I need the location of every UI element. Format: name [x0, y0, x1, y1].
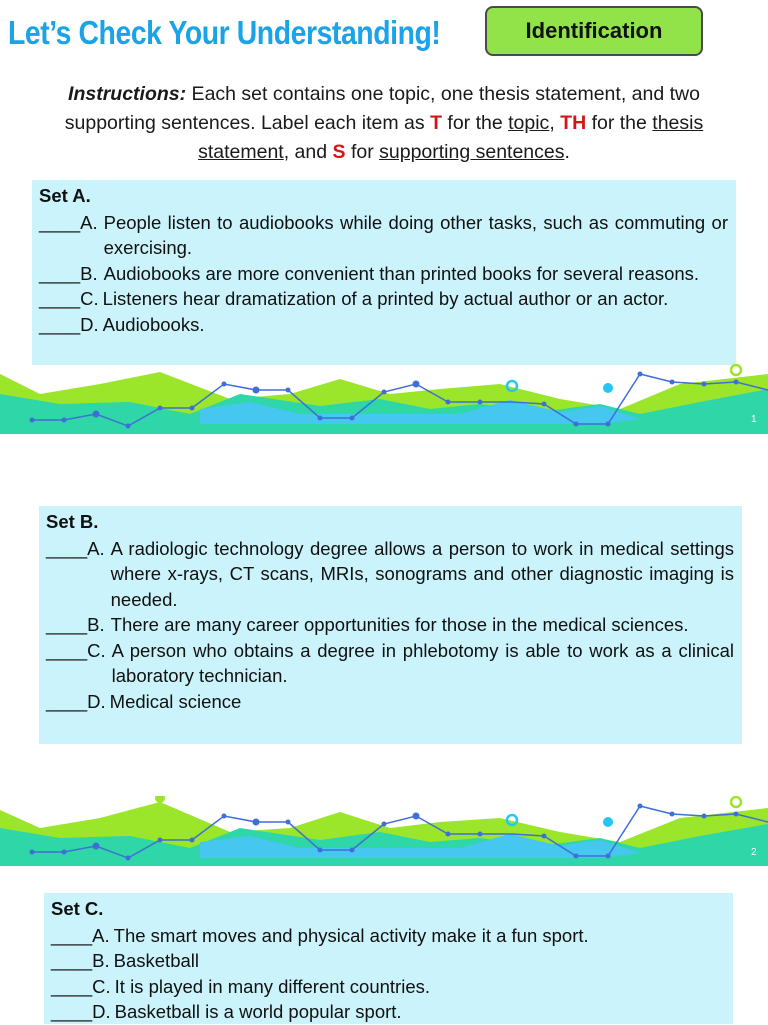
- answer-blank: ____B.: [39, 262, 98, 284]
- thesis-mark: TH: [560, 112, 587, 134]
- topic-mark: T: [430, 112, 442, 134]
- list-item: [46, 612, 734, 638]
- page-title: Let’s Check Your Understanding!: [8, 14, 441, 51]
- answer-blank: ____A.: [39, 211, 98, 233]
- instructions-text: ,: [549, 112, 561, 134]
- item-text: The smart moves and physical activity make it a fun sport.: [113, 924, 589, 946]
- instructions-text: Each set contains one topic, one thesis statement, and two supporting sentences. Label each item as: [64, 83, 700, 134]
- supporting-mark: S: [332, 141, 346, 163]
- page-number: 2: [751, 847, 757, 858]
- instructions-lead: Instructions:: [68, 83, 187, 105]
- list-item: [46, 638, 734, 689]
- instructions-text: for: [345, 141, 380, 163]
- topic-word: topic: [508, 112, 550, 134]
- set-heading: Set B.: [46, 511, 99, 532]
- set-heading: Set A.: [39, 185, 91, 206]
- answer-blank: ____A.: [51, 924, 110, 946]
- map-pin-icon: [731, 365, 741, 375]
- answer-blank: ____D.: [39, 313, 99, 335]
- item-text: Basketball is a world popular sport.: [114, 1001, 402, 1022]
- map-pin-icon: [731, 797, 741, 807]
- list-item: [39, 286, 728, 312]
- answer-blank: ____D.: [46, 690, 106, 712]
- list-item: [46, 536, 734, 613]
- answer-blank: ____C.: [39, 288, 99, 309]
- item-text: Audiobooks.: [102, 313, 205, 335]
- map-pin-icon: [603, 383, 613, 393]
- list-item: [51, 923, 725, 949]
- instructions-text: .: [564, 141, 570, 163]
- list-item: [51, 999, 725, 1025]
- answer-blank: ____D.: [51, 1001, 111, 1022]
- answer-blank: ____A.: [46, 537, 105, 559]
- set-b-box: [39, 506, 742, 744]
- answer-blank: ____B.: [46, 614, 105, 635]
- list-item: [39, 312, 728, 338]
- item-text: Audiobooks are more convenient than printed books for several reasons.: [103, 262, 700, 284]
- map-pin-icon: [603, 817, 613, 827]
- thesis-word: thesis statement: [198, 112, 704, 163]
- instructions-text: for the: [586, 112, 653, 134]
- set-c-box: [44, 893, 733, 1024]
- item-text: It is played in many different countries.: [114, 975, 431, 997]
- list-item: [51, 974, 725, 1000]
- set-a-box: [32, 180, 736, 365]
- item-text: Medical science: [109, 690, 242, 712]
- answer-blank: ____B.: [51, 950, 110, 971]
- identification-badge: Identification: [485, 6, 703, 56]
- instructions: [20, 80, 748, 167]
- item-text: Basketball: [113, 950, 199, 971]
- list-item: [39, 210, 728, 261]
- supporting-word: supporting sentences: [379, 141, 565, 163]
- instructions-text: for the: [441, 112, 509, 134]
- instructions-text: , and: [283, 141, 333, 163]
- map-pin-icon: [155, 796, 165, 803]
- item-text: A person who obtains a degree in phlebotomy is able to work as a clinical laboratory technician.: [111, 639, 734, 686]
- decorative-wave-band: [0, 364, 768, 434]
- page-number: 1: [751, 414, 757, 425]
- list-item: [39, 261, 728, 287]
- decorative-wave-band: [0, 796, 768, 866]
- item-text: A radiologic technology degree allows a person to work in medical settings where x-rays, CT scans, MRIs, sonograms and other diagnostic imaging is needed.: [110, 537, 734, 610]
- answer-blank: ____C.: [46, 639, 106, 661]
- answer-blank: ____C.: [51, 975, 111, 997]
- item-text: People listen to audiobooks while doing other tasks, such as commuting or exercising.: [103, 211, 728, 258]
- list-item: [46, 689, 734, 715]
- set-heading: Set C.: [51, 898, 104, 919]
- item-text: There are many career opportunities for those in the medical sciences.: [110, 614, 689, 635]
- item-text: Listeners hear dramatization of a printed by actual author or an actor.: [102, 288, 669, 309]
- list-item: [51, 948, 725, 974]
